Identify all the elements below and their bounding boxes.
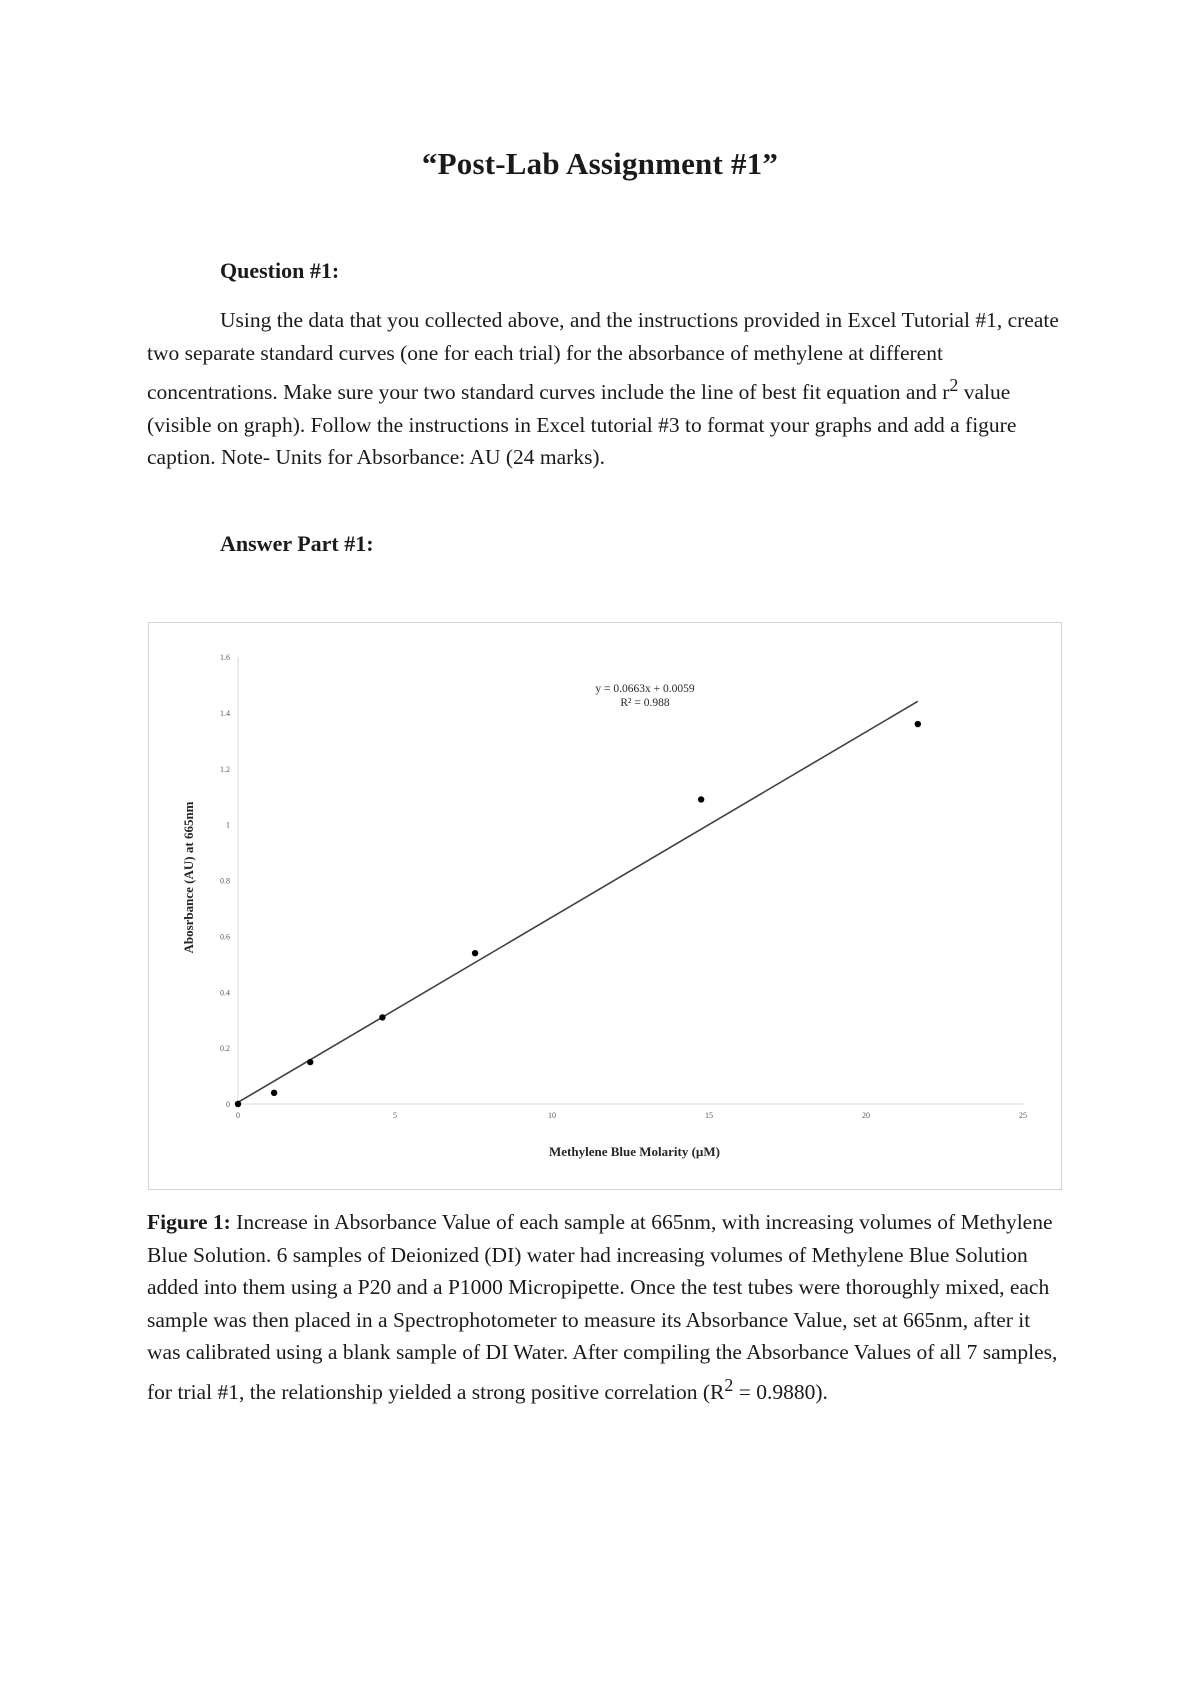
page-title: “Post-Lab Assignment #1” (421, 146, 779, 181)
question-text-intro: Using the data that you collected above, and the instructions provided in Excel Tutorial #1, create two separate standard curves (one for each trial) for the absorbance of methylene at different concentrations. Make sure your two standard curves include the line of best fit equation and r (147, 308, 1059, 405)
y-tick-label: 0.2 (220, 1044, 230, 1054)
figure-caption-end: = 0.9880). (733, 1379, 828, 1404)
y-tick-label: 0.4 (220, 988, 230, 998)
y-tick-label: 1.4 (220, 708, 230, 718)
x-tick-label: 25 (1019, 1111, 1027, 1120)
x-tick-label: 20 (862, 1111, 870, 1120)
standard-curve-chart (149, 623, 1063, 1191)
x-tick-label: 10 (548, 1111, 556, 1120)
data-point (698, 796, 704, 802)
question-text-superscript: 2 (949, 375, 959, 395)
x-tick-label: 5 (393, 1111, 397, 1120)
data-point (915, 721, 921, 727)
data-point (307, 1059, 313, 1065)
trendline-equation: y = 0.0663x + 0.0059 (595, 683, 695, 695)
trendline (238, 701, 918, 1102)
chart-frame (148, 622, 1062, 1190)
question-text-rest: value (visible on graph). Follow the instructions in Excel tutorial #3 to format your graphs and add a figure caption. Note- Units for Absorbance: AU (24 marks). (147, 380, 1017, 470)
x-tick-label: 0 (236, 1111, 240, 1120)
x-axis-title: Methylene Blue Molarity (µM) (548, 1144, 721, 1159)
y-tick-label: 1.2 (220, 764, 230, 774)
y-tick-label: 0.8 (220, 876, 230, 886)
figure-caption-text: Increase in Absorbance Value of each sample at 665nm, with increasing volumes of Methylene Blue Solution. 6 samples of Deionized (DI) water had increasing volumes of Methylene Blue Solution added into them using a P20 and a P1000 Micropipette. Once the test tubes were thoroughly mixed, each sample was then placed in a Spectrophotometer to measure its Absorbance Value, set at 665nm, after it was calibrated using a blank sample of DI Water. After compiling the Absorbance Values of all 7 samples, for trial #1, the relationship yielded a strong positive correlation (R (147, 1210, 1058, 1404)
y-axis-title: Abosrbance (AU) at 665nm (181, 801, 196, 954)
question-text (147, 304, 1067, 474)
y-tick-label: 0.6 (220, 932, 230, 942)
figure-caption-superscript: 2 (724, 1374, 734, 1395)
figure-caption (147, 1206, 1067, 1408)
figure-caption-label: Figure 1: (147, 1210, 231, 1234)
question-heading: Question #1: (220, 258, 340, 283)
data-point (379, 1014, 385, 1020)
r-squared-label: R² = 0.988 (620, 697, 670, 709)
y-tick-label: 1.6 (220, 653, 230, 662)
data-point (235, 1101, 241, 1107)
data-point (472, 950, 478, 956)
x-tick-label: 15 (705, 1111, 713, 1120)
answer-heading: Answer Part #1: (220, 531, 374, 556)
y-tick-label: 0 (226, 1100, 230, 1109)
data-point (271, 1090, 277, 1096)
y-tick-label: 1 (226, 820, 230, 830)
